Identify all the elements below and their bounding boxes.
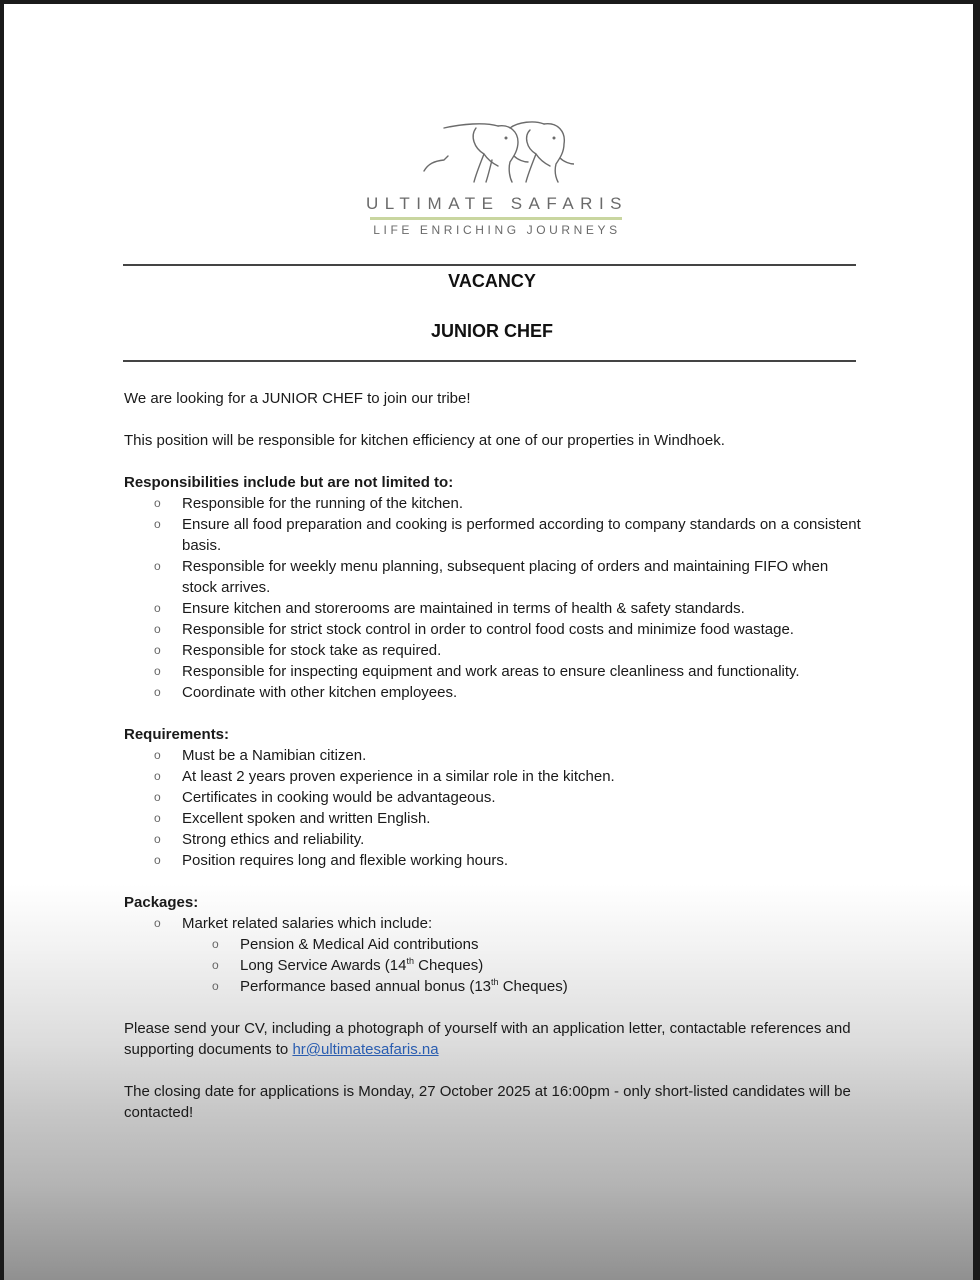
vacancy-body: [124, 388, 864, 1144]
list-item: o Responsible for weekly menu planning, subsequent placing of orders and maintaining FIFO when stock arrives.: [154, 558, 829, 596]
packages-list: [124, 913, 864, 997]
brand-tagline: LIFE ENRICHING JOURNEYS: [373, 223, 621, 237]
bullet-icon: o: [154, 559, 161, 573]
list-item: o Strong ethics and reliability.: [154, 831, 365, 848]
bullet-icon: o: [154, 622, 161, 636]
closing-date-notice: The closing date for applications is Monday, 27 October 2025 at 16:00pm - only short-listed candidates will be contacted!: [124, 1083, 851, 1121]
application-instructions: Please send your CV, including a photograph of yourself with an application letter, contactable references and supporting documents to hr@ultimatesafaris.na: [124, 1020, 851, 1058]
list-item: o Must be a Namibian citizen.: [154, 747, 367, 764]
bullet-icon: o: [212, 979, 219, 993]
requirements-title: Requirements:: [124, 726, 230, 743]
vacancy-heading: VACANCY: [448, 271, 536, 291]
position-title: JUNIOR CHEF: [430, 321, 553, 341]
bullet-icon: o: [154, 853, 161, 867]
divider-top: [123, 264, 856, 266]
list-item: o Ensure kitchen and storerooms are maintained in terms of health & safety standards.: [154, 600, 745, 617]
list-item: o Responsible for inspecting equipment and work areas to ensure cleanliness and functionality.: [154, 663, 800, 680]
intro-line: We are looking for a JUNIOR CHEF to join our tribe!: [124, 390, 471, 407]
bullet-icon: o: [212, 958, 219, 972]
responsibilities-list: [124, 493, 864, 703]
bullet-icon: o: [154, 916, 161, 930]
company-logo: [362, 116, 632, 246]
bullet-icon: o: [154, 811, 161, 825]
list-item: o Position requires long and flexible working hours.: [154, 852, 509, 869]
bullet-icon: o: [154, 832, 161, 846]
list-item: o Responsible for stock take as required.: [154, 642, 442, 659]
bullet-icon: o: [154, 601, 161, 615]
packages-sub-list: [124, 934, 864, 997]
email-link[interactable]: hr@ultimatesafaris.na: [292, 1041, 439, 1058]
list-item: o Responsible for strict stock control in order to control food costs and minimize food wastage.: [154, 621, 794, 638]
list-item: o Ensure all food preparation and cooking is performed according to company standards on a consistent basis.: [154, 516, 861, 554]
brand-accent-line: [370, 217, 622, 220]
list-item: o Long Service Awards (14th Cheques): [212, 956, 484, 974]
bullet-icon: o: [154, 685, 161, 699]
brand-name: ULTIMATE SAFARIS: [365, 194, 629, 213]
requirements-list: [124, 745, 864, 871]
bullet-icon: o: [154, 643, 161, 657]
responsibilities-title: Responsibilities include but are not limited to:: [124, 474, 454, 491]
list-item: o Market related salaries which include:: [154, 915, 433, 932]
bullet-icon: o: [154, 769, 161, 783]
nested-list-container: [124, 934, 864, 997]
packages-title: Packages:: [124, 894, 199, 911]
bullet-icon: o: [154, 496, 161, 510]
bullet-icon: o: [212, 937, 219, 951]
list-item: o Responsible for the running of the kitchen.: [154, 495, 464, 512]
list-item: o Excellent spoken and written English.: [154, 810, 431, 827]
intro-description: This position will be responsible for kitchen efficiency at one of our properties in Windhoek.: [124, 432, 725, 449]
list-item: o Performance based annual bonus (13th Cheques): [212, 977, 568, 995]
list-item: o Coordinate with other kitchen employees.: [154, 684, 458, 701]
list-item: o Pension & Medical Aid contributions: [212, 936, 479, 953]
bullet-icon: o: [154, 664, 161, 678]
bullet-icon: o: [154, 790, 161, 804]
document-page: [4, 4, 973, 1280]
bullet-icon: o: [154, 748, 161, 762]
bullet-icon: o: [154, 517, 161, 531]
list-item: o Certificates in cooking would be advantageous.: [154, 789, 496, 806]
divider-bottom: [123, 360, 856, 362]
elephants-icon: [414, 116, 574, 188]
list-item: o At least 2 years proven experience in a similar role in the kitchen.: [154, 768, 615, 785]
